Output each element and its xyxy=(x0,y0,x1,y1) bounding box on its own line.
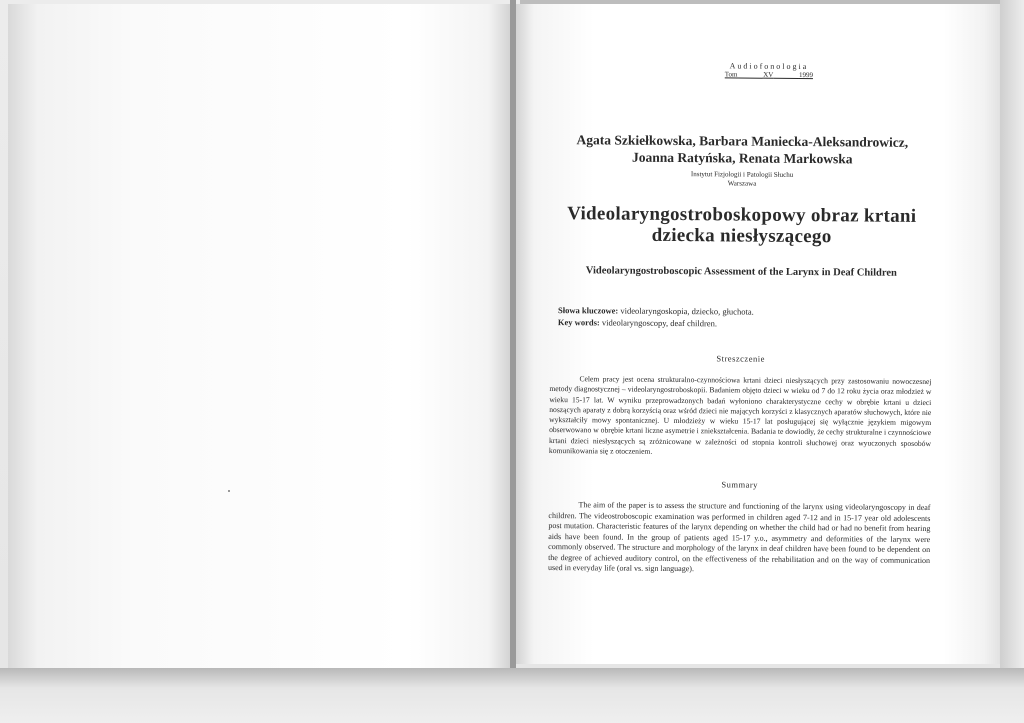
title-polish-line-1: Videolaryngostroboskopowy obraz krtani xyxy=(567,203,917,227)
title-polish-line-2: dziecka niesłyszącego xyxy=(651,224,832,248)
authors xyxy=(547,131,937,168)
keywords-polish-label: Słowa kluczowe: xyxy=(557,305,619,316)
authors-line-2: Joanna Ratyńska, Renata Markowska xyxy=(631,149,853,167)
journal-volume: Tom XV xyxy=(724,70,774,79)
speck xyxy=(228,490,230,492)
summary-heading: Summary xyxy=(721,479,758,491)
keywords-english-text: videolaryngoscopy, deaf children. xyxy=(601,317,718,329)
page-top-edge xyxy=(520,0,1000,4)
affiliation xyxy=(547,169,937,190)
keywords-english-label: Key words: xyxy=(557,317,600,328)
authors-line-1: Agata Szkiełkowska, Barbara Maniecka-Aleksandrowicz, xyxy=(576,132,909,150)
title-polish xyxy=(547,203,937,248)
article-content xyxy=(544,60,938,577)
page-right-edge xyxy=(1000,0,1024,680)
title-english: Videolaryngostroboscopic Assessment of the Larynx in Deaf Children xyxy=(585,265,897,279)
bottom-shadow xyxy=(0,668,1024,723)
keywords-polish-text: videolaryngoskopia, dziecko, głuchota. xyxy=(620,305,754,317)
summary-text: The aim of the paper is to assess the structure and functioning of the larynx using videolaryngoscopy in deaf children. The videostroboscopic examination was performed in children aged 7-12 and in 15-17 year old adolescents post mutation. Characteristic features of the larynx depending on whether the child had or had no benefit from hearing aids have been found. In the group of patients aged 15-17 y.o., asymmetry and deformities of the larynx were commonly observed. The structure and morphology of the larynx in deaf children have been found to be dependent on the degree of achieved auditory control, on the effectiveness of the rehabilitation and on the way of communication used in everyday life (oral vs. sign language). xyxy=(547,500,931,574)
abstract-text: Celem pracy jest ocena strukturalno-czynnościowa krtani dzieci niesłyszących przy zastosowaniu nowoczesnej metody diagnostycznej – videolaryngostroboskopii. Badaniem objęto dzieci w wieku od 7 do 12 roku życia oraz młodzież w wieku 15-17 lat. W wyniku przeprowadzonych badań wyłoniono charakterystyczne cechy w obrębie krtani u dzieci noszących aparaty z dobrą korzyścią oraz wśród dzieci nie mających korzyści z klasycznych aparatów słuchowych, które nie wykształciły mowy spontanicznej. U młodzieży w wieku 15-17 lat posługującej się wyłącznie językiem migowym obserwowano w obrębie krtani liczne asymetrie i zniekształcenia. Badania te dowiodły, że cechy strukturalne i czynnościowe krtani dzieci niesłyszących są zróżnicowane w zależności od stopnia kontroli słuchowej oraz wyuczonych sposobów komunikowania się z otoczeniem. xyxy=(548,374,932,456)
book-spine xyxy=(510,0,516,680)
journal-year: 1999 xyxy=(798,70,814,80)
institute-name: Instytut Fizjologii i Patologii Słuchu xyxy=(690,170,794,179)
journal-volume-line xyxy=(600,69,938,80)
institute-city: Warszawa xyxy=(727,179,757,188)
abstract-heading: Streszczenie xyxy=(716,353,765,364)
left-blank-page xyxy=(8,4,512,672)
keywords-english xyxy=(558,316,936,331)
journal-name: Audiofonologia xyxy=(729,61,809,72)
keywords xyxy=(558,304,936,331)
